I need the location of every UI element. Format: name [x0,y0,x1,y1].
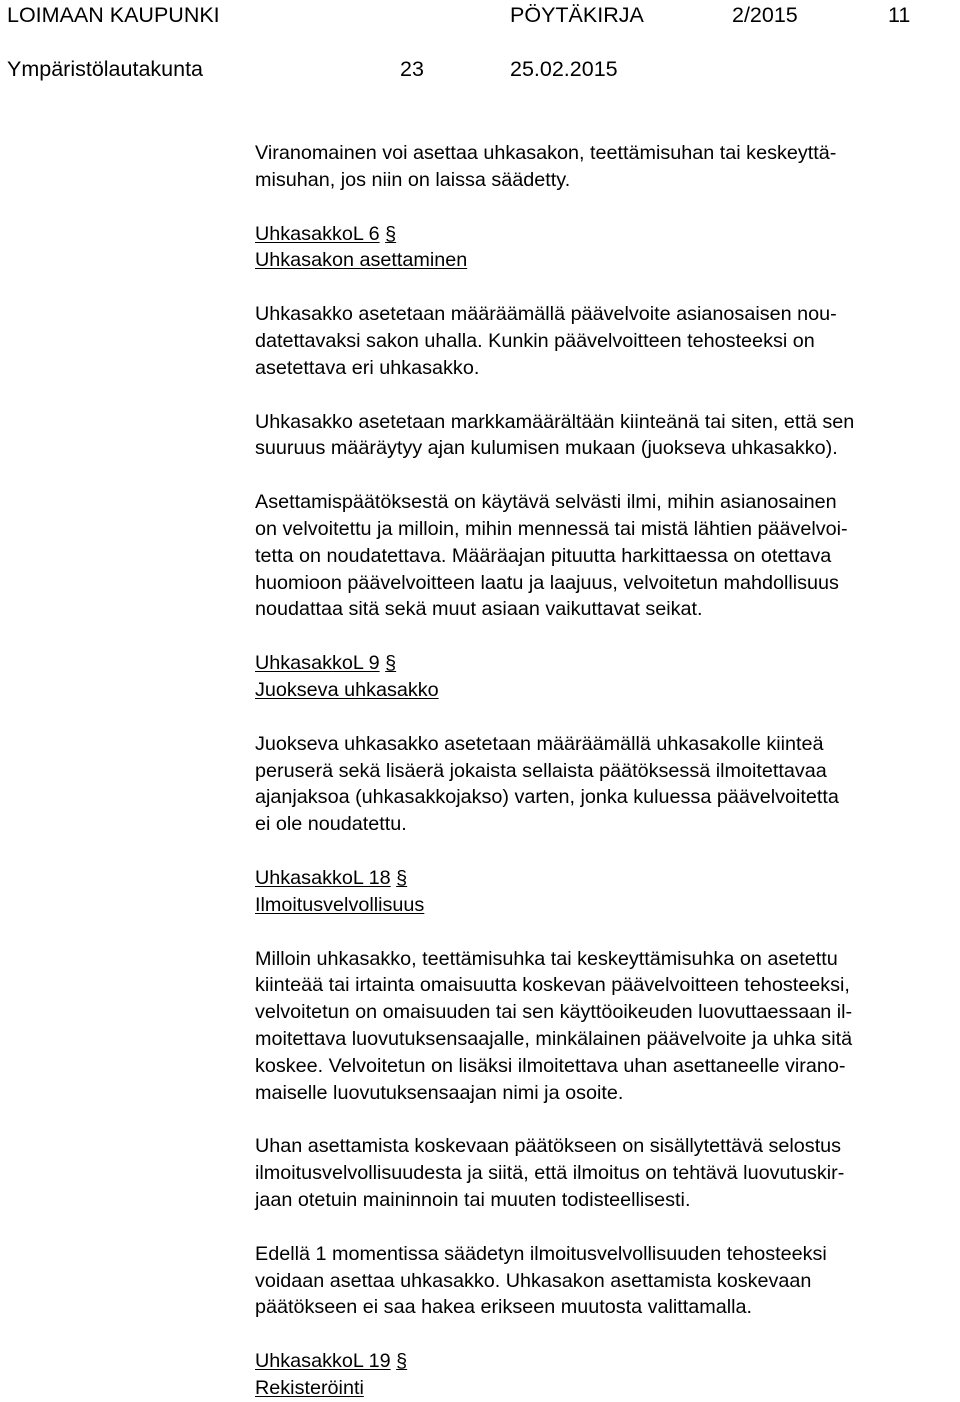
section-paragraph: Juokseva uhkasakko asetetaan määräämällä uhkasakolle kiinteä peruserä sekä lisäerä jokaista sellaista päätöksessä ilmoitettavaa ajanjaksoa (uhkasakkojakso) varten, jonka kuluessa päävelvoitetta ei ole noudatettu. [255,732,839,836]
law-section [255,221,959,624]
section-paragraph: Uhan asettamista koskevaan päätökseen on sisällytettävä selostus ilmoitusvelvollisuudesta ja siitä, että ilmoitus on tehtävä luovutuskir- jaan otetuin maininnoin tai muuten todisteellisesti. [255,1135,845,1211]
section-paragraph: Uhkasakko asetetaan määräämällä päävelvoite asianosaisen nou- datettavaksi sakon uhalla. Kunkin päävelvoitteen tehosteeksi on asetettava eri uhkasakko. [255,303,837,379]
intro-paragraph: Viranomainen voi asettaa uhkasakon, teettämisuhan tai keskeyttä- misuhan, jos niin on laissa säädetty. [255,142,837,191]
page-number: 11 [888,3,911,27]
law-reference [255,865,959,892]
section-heading: Uhkasakon asettaminen [255,249,468,272]
section-number: 23 [400,57,424,81]
law-reference-text: UhkasakkoL 18 [255,866,391,889]
section-symbol: § [396,866,408,889]
section-heading: Juokseva uhkasakko [255,678,439,701]
section-symbol: § [385,222,397,245]
section-symbol: § [385,652,397,675]
document-type: PÖYTÄKIRJA [510,3,644,27]
section-paragraph: Milloin uhkasakko, teettämisuhka tai keskeyttämisuhka on asetettu kiinteää tai irtainta omaisuutta koskevan päävelvoitteen tehosteeksi, velvoitetun on omaisuuden tai sen käyttöoikeuden luovuttaessaan il- moitettava luovutuksensaajalle, minkälainen päävelvoite ja uhka sitä koskee. Velvoitetun on lisäksi ilmoitettava uhan asettaneelle virano- maiselle luovutuksensaajan nimi ja osoite. [255,947,853,1104]
law-section [255,865,959,1321]
section-paragraph: Asettamispäätöksestä on käytävä selvästi ilmi, mihin asianosainen on velvoitettu ja milloin, mihin mennessä tai mistä lähtien päävelvoi- tetta on noudatettava. Määräajan pituutta harkittaessa on otettava huomioon päävelvoitteen laatu ja laajuus, velvoitetun mahdollisuus noudattaa sitä sekä muut asiaan vaikuttavat seikat. [255,491,848,621]
section-paragraph: Uhkasakko asetetaan markkamäärältään kiinteänä tai siten, että sen suuruus määräytyy ajan kulumisen mukaan (juokseva uhkasakko). [255,410,855,460]
section-paragraph: Edellä 1 momentissa säädetyn ilmoitusvelvollisuuden tehosteeksi voidaan asettaa uhkasakko. Uhkasakon asettamista koskevaan päätökseen ei saa hakea erikseen muutosta valittamalla. [255,1242,827,1319]
section-heading: Ilmoitusvelvollisuus [255,893,425,916]
committee-name: Ympäristölautakunta [7,57,203,81]
law-reference-text: UhkasakkoL 19 [255,1350,391,1373]
law-reference [255,650,959,677]
law-section [255,1348,959,1402]
issue-number: 2/2015 [732,3,798,27]
section-symbol: § [396,1350,408,1373]
law-reference [255,221,959,248]
law-reference-text: UhkasakkoL 6 [255,222,380,245]
section-heading: Rekisteröinti [255,1376,364,1399]
law-reference-text: UhkasakkoL 9 [255,652,380,675]
law-reference [255,1348,959,1375]
document-body [255,140,959,1402]
organization-name: LOIMAAN KAUPUNKI [7,3,220,27]
law-section [255,650,959,838]
meeting-date: 25.02.2015 [510,57,618,81]
